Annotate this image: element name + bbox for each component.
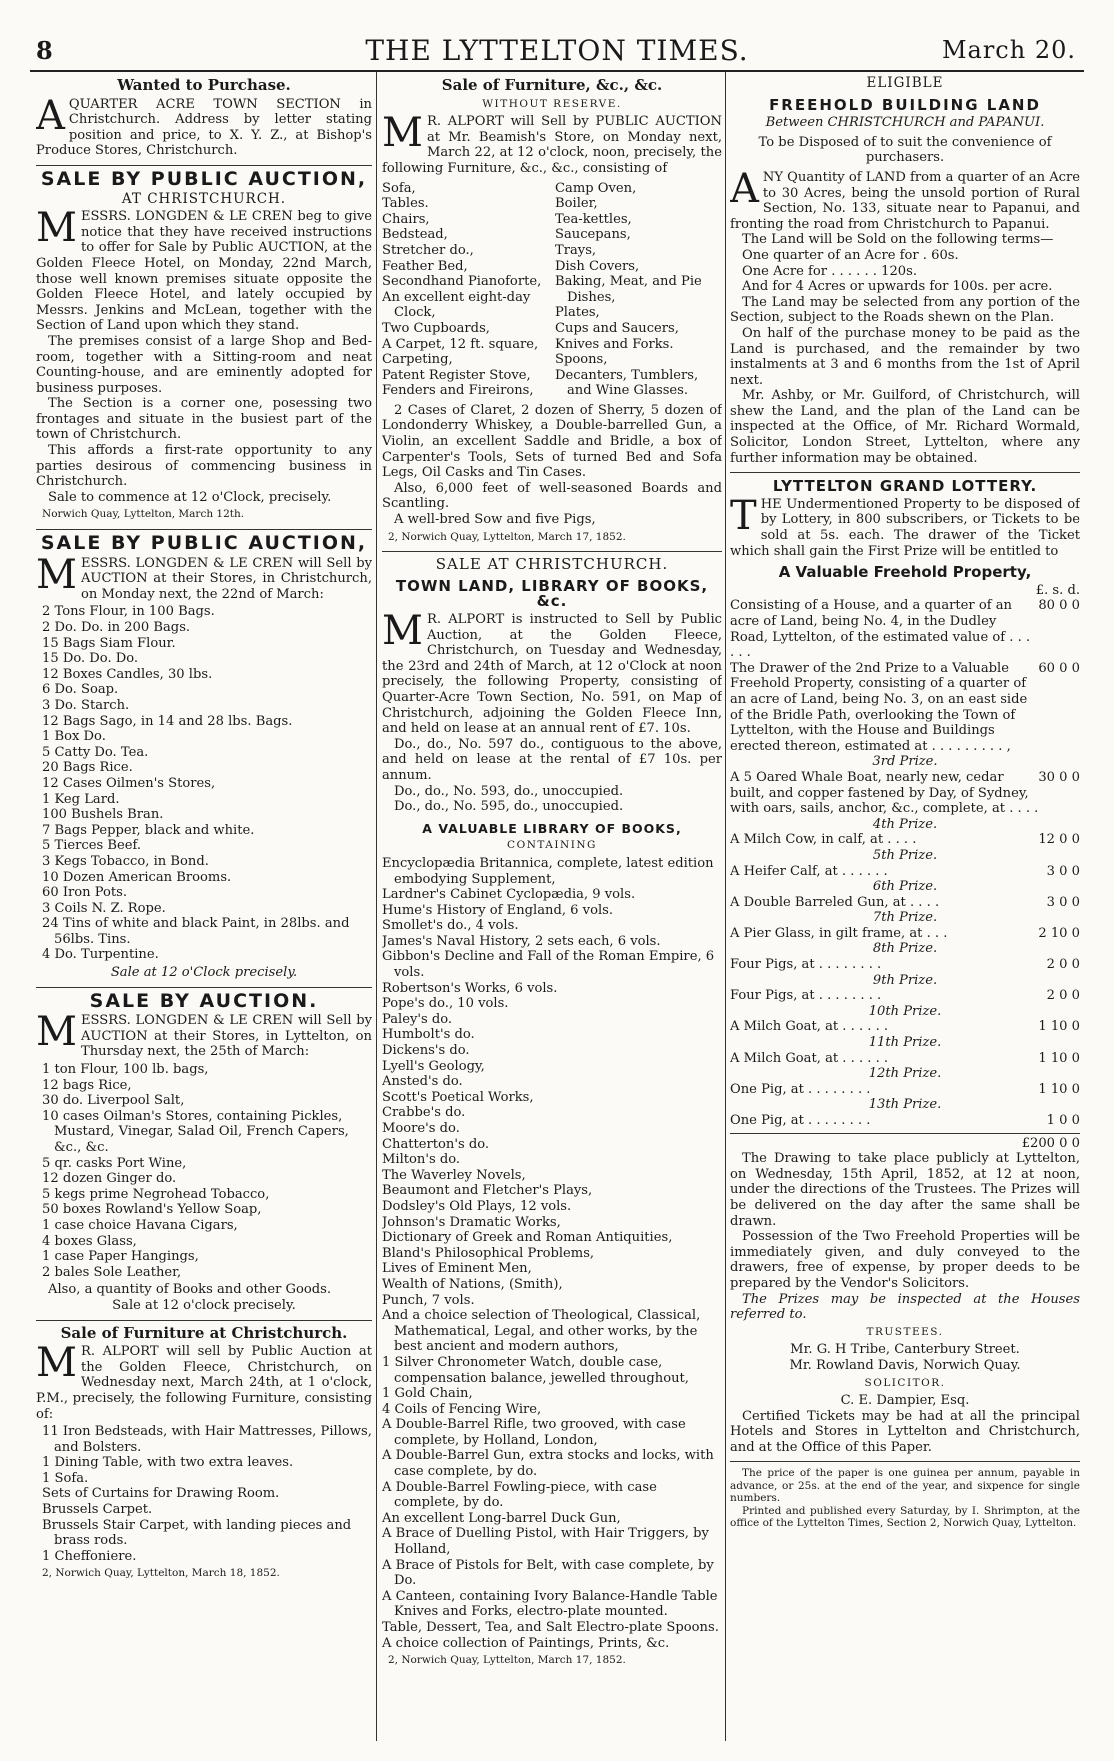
list-item: Pope's do., 10 vols.	[382, 996, 509, 1012]
list-item: A Brace of Duelling Pistol, with Hair Triggers, by Holland,	[382, 1526, 709, 1558]
list-item: Trays,	[555, 242, 597, 258]
drop-cap: A	[730, 165, 759, 212]
list-item: A Double-Barrel Fowling-piece, with case complete, by do.	[382, 1479, 657, 1511]
list-item: 2 bales Sole Leather,	[42, 1264, 182, 1280]
ad-signature: 2, Norwich Quay, Lyttelton, March 17, 1852.	[388, 530, 626, 543]
drop-cap: M	[382, 110, 423, 157]
prize-desc: A Milch Goat, at . . . . . .	[730, 1019, 889, 1035]
list-item: 4 Do. Turpentine.	[42, 947, 159, 963]
column-2	[382, 74, 722, 1745]
ad-intro: ESSRS. LONGDEN & LE CREN beg to give notice that they have received instructions to offer for Sale by Public AUCTION, at the Golden Fleece Hotel, on Monday, 22nd March, those well known premises situate opposite the Golden Fleece Hotel, and lately occupied by Messrs. Jenkins and McLean, together with the Section of Land upon which they stand.	[36, 209, 372, 334]
prize-title: 4th Prize.	[872, 816, 938, 832]
ad-intro: NY Quantity of LAND from a quarter of an Acre to 30 Acres, being the unsold portion of Rural Section, No. 133, situate near to Papanui, and fronting the road from Christchurch to Papanui.	[730, 169, 1080, 232]
furniture-list-left	[382, 181, 549, 399]
ad-heading: FREEHOLD BUILDING LAND	[769, 95, 1041, 114]
list-item: Encyclopædia Britannica, complete, latest edition embodying Supplement,	[382, 855, 714, 887]
prize-row	[730, 988, 1080, 1004]
list-item: Hume's History of England, 6 vols.	[382, 902, 614, 918]
ad-closing: Sale at 12 o'clock precisely.	[112, 1297, 296, 1313]
prize-block	[730, 817, 1080, 848]
solicitor-label: SOLICITOR.	[864, 1376, 946, 1389]
list-item: 60 Iron Pots.	[42, 885, 128, 901]
list-item: Beaumont and Fletcher's Plays,	[382, 1183, 593, 1199]
ad-signature: Norwich Quay, Lyttelton, March 12th.	[42, 508, 245, 521]
list-item: Sofa,	[382, 180, 416, 196]
prize-row	[730, 926, 1080, 942]
ad-heading: Sale of Furniture, &c., &c.	[441, 76, 663, 94]
ad-paragraph: Do., do., No. 597 do., contiguous to the above, and held on lease at the rental of £7 10s. per annum.	[382, 736, 722, 783]
list-item: 10 cases Oilman's Stores, containing Pickles, Mustard, Vinegar, Salad Oil, French Capers, &c., &c.	[42, 1108, 349, 1155]
list-item: 11 Iron Bedsteads, with Hair Mattresses, Pillows, and Bolsters.	[42, 1424, 372, 1455]
prize-title: 9th Prize.	[872, 972, 938, 988]
list-item: 1 Box Do.	[42, 729, 106, 745]
list-item: Lardner's Cabinet Cyclopædia, 9 vols.	[382, 887, 636, 903]
trustee: Mr. Rowland Davis, Norwich Quay.	[789, 1357, 1021, 1373]
term-line: One Acre for . . . . . . 120s.	[742, 263, 918, 279]
list-item: Stretcher do.,	[382, 242, 474, 258]
prize-title: 8th Prize.	[872, 941, 938, 957]
list-item: Feather Bed,	[382, 258, 468, 274]
ad-furniture-without-reserve	[382, 78, 722, 545]
ad-paragraph: Do., do., No. 593, do., unoccupied.	[394, 783, 624, 799]
furniture-lists	[382, 181, 722, 399]
list-item: 7 Bags Pepper, black and white.	[42, 822, 255, 838]
prize-row	[730, 1019, 1080, 1035]
list-item: 5 Catty Do. Tea.	[42, 744, 149, 760]
ad-heading: Wanted to Purchase.	[117, 76, 291, 94]
ad-intro: R. ALPORT will sell by Public Auction at the Golden Fleece, Christchurch, on Wednesday next, March 24th, at 1 o'clock, P.M., precisely, the following Furniture, consisting of:	[36, 1344, 372, 1422]
list-item: 100 Bushels Bran.	[42, 807, 164, 823]
list-item: Bland's Philosophical Problems,	[382, 1245, 595, 1261]
list-item: 5 Tierces Beef.	[42, 838, 142, 854]
prize-amount: 30 0 0	[1038, 769, 1080, 785]
goods-list	[42, 604, 372, 963]
list-item: Spoons,	[555, 352, 608, 368]
list-item: Knives and Forks.	[555, 336, 674, 352]
furniture-list-right	[555, 181, 722, 399]
prize-desc: A Milch Goat, at . . . . . .	[730, 1050, 889, 1066]
prize-row	[730, 1082, 1080, 1098]
masthead	[30, 26, 1084, 72]
list-item: 20 Bags Rice.	[42, 760, 133, 776]
drop-cap: A	[36, 92, 65, 139]
ad-heading: SALE BY PUBLIC AUCTION,	[40, 532, 368, 555]
list-item: Two Cupboards,	[382, 320, 490, 336]
ad-paragraph: Also, 6,000 feet of well-seasoned Boards and Scantling.	[382, 480, 722, 512]
prize-title: 13th Prize.	[868, 1097, 942, 1113]
prize-row	[730, 957, 1080, 973]
page-number: 8	[36, 36, 53, 65]
list-item: Boiler,	[555, 196, 598, 212]
list-item: Carpeting,	[382, 352, 453, 368]
ad-subheading: TOWN LAND, LIBRARY OF BOOKS, &c.	[395, 576, 709, 611]
list-item: Dictionary of Greek and Roman Antiquities,	[382, 1230, 673, 1246]
list-item: An excellent eight-day Clock,	[382, 289, 531, 321]
prize-title: 7th Prize.	[872, 910, 938, 926]
ad-paragraph: The Land may be selected from any portion of the Section, subject to the Roads shewn on the Plan.	[730, 294, 1080, 326]
ad-freehold-land	[730, 76, 1080, 466]
ad-wanted-to-purchase	[36, 78, 372, 159]
list-item: Humbolt's do.	[382, 1027, 475, 1043]
list-item: Brussels Stair Carpet, with landing pieces and brass rods.	[42, 1517, 352, 1549]
prize-block	[730, 973, 1080, 1004]
prize-block	[730, 1035, 1080, 1066]
list-item: Scott's Poetical Works,	[382, 1089, 534, 1105]
ad-intro: ESSRS. LONGDEN & LE CREN will Sell by AUCTION at their Stores, in Christchurch, on Monday next, the 22nd of March:	[80, 555, 372, 602]
prize-desc: Four Pigs, at . . . . . . . .	[730, 957, 882, 973]
drop-cap: T	[730, 492, 757, 539]
prize-row	[730, 1113, 1080, 1129]
list-item: The Waverley Novels,	[382, 1167, 526, 1183]
list-item: Tables.	[382, 196, 429, 212]
prize-desc: A Milch Cow, in calf, at . . . .	[730, 832, 917, 848]
prize-amount: 60 0 0	[1038, 660, 1080, 676]
list-item: Moore's do.	[382, 1121, 460, 1136]
list-item: 1 Gold Chain,	[382, 1386, 473, 1402]
prize-row	[730, 864, 1080, 880]
ad-heading: SALE BY AUCTION.	[89, 989, 319, 1012]
ad-paragraph: This affords a first-rate opportunity to any parties desirous of commencing business in Christchurch.	[36, 443, 372, 490]
list-item: 4 boxes Glass,	[42, 1233, 137, 1249]
currency-header: £. s. d.	[1035, 582, 1080, 598]
ad-eyebrow: ELIGIBLE	[866, 75, 944, 91]
column-3	[730, 74, 1080, 1745]
prize-amount: 3 0 0	[1046, 863, 1080, 879]
ad-subheading: Between CHRISTCHURCH and PAPANUI.	[765, 115, 1045, 131]
prize-amount: 12 0 0	[1038, 832, 1080, 848]
issue-date: March 20.	[941, 36, 1076, 64]
list-item: Decanters, Tumblers, and Wine Glasses.	[555, 367, 699, 399]
ad-grand-lottery	[730, 479, 1080, 1455]
list-item: 12 dozen Ginger do.	[42, 1171, 177, 1187]
list-item: Table, Dessert, Tea, and Salt Electro-plate Spoons.	[382, 1620, 719, 1635]
ad-intro: R. ALPORT will Sell by PUBLIC AUCTION at Mr. Beamish's Store, on Monday next, March 22, at 12 o'clock, noon, precisely, the following Furniture, &c., &c., consisting of	[382, 114, 722, 176]
ad-heading: SALE AT CHRISTCHURCH.	[435, 555, 669, 574]
prize-block	[730, 754, 1080, 816]
ad-intro: R. ALPORT is instructed to Sell by Public Auction, at the Golden Fleece, Christchurch, on Tuesday and Wednesday, the 23rd and 24th of March, at 12 o'Clock at noon precisely, the following Property, consisting of Quarter-Acre Town Section, No. 591, on Map of Christchurch, adjoining the Golden Fleece Inn, and held on lease at an annual rent of £7. 10s.	[382, 612, 722, 737]
list-item: A Double-Barrel Gun, extra stocks and locks, with case complete, by do.	[382, 1448, 714, 1480]
prize-total: £200 0 0	[730, 1133, 1080, 1152]
list-item: Cups and Saucers,	[555, 320, 679, 336]
list-item: 4 Coils of Fencing Wire,	[382, 1401, 542, 1417]
prize-desc: One Pig, at . . . . . . . .	[730, 1113, 871, 1128]
prize-title: 6th Prize.	[872, 879, 938, 895]
list-item: 15 Bags Siam Flour.	[42, 635, 176, 651]
ad-paragraph: The Drawing to take place publicly at Lyttelton, on Wednesday, 15th April, 1852, at 12 at noon, under the directions of the Trustees. The Prizes will be delivered on the day after the same shall be drawn.	[730, 1151, 1080, 1229]
library-subheading: CONTAINING	[507, 839, 597, 852]
prize-block	[730, 1097, 1080, 1128]
prize-title: 12th Prize.	[868, 1066, 942, 1082]
list-item: 50 boxes Rowland's Yellow Soap,	[42, 1202, 262, 1218]
ad-sale-public-auction-1	[36, 167, 372, 523]
list-item: Smollet's do., 4 vols.	[382, 918, 519, 934]
prize-amount: 1 10 0	[1038, 1050, 1080, 1066]
prize-desc: Consisting of a House, and a quarter of an acre of Land, being No. 4, in the Dudley Road, Lyttelton, of the estimated value of . . . . . .	[730, 598, 1031, 661]
ad-paragraph: Mr. Ashby, or Mr. Guilford, of Christchurch, will shew the Land, and the plan of the Land can be inspected at the Office, of Mr. Richard Wormald, Solicitor, London Street, Lyttelton, where any further information may be obtained.	[730, 388, 1080, 466]
trustee: Mr. G. H Tribe, Canterbury Street.	[790, 1342, 1020, 1358]
ad-town-land-library	[382, 557, 722, 1669]
prize-row	[730, 770, 1080, 817]
prize-block	[730, 848, 1080, 879]
drop-cap: M	[36, 1009, 77, 1056]
prize-block	[730, 879, 1080, 910]
first-prize-heading: A Valuable Freehold Property,	[778, 563, 1032, 582]
list-item: 2 Tons Flour, in 100 Bags.	[42, 604, 215, 620]
goods-list	[42, 1062, 372, 1280]
prize-block	[730, 941, 1080, 972]
trustees-label: TRUSTEES.	[866, 1325, 944, 1338]
goods-list	[42, 1424, 372, 1564]
prize-desc: A Double Barreled Gun, at . . . .	[730, 894, 940, 910]
prize-amount: 80 0 0	[1038, 598, 1080, 614]
prize-amount: 3 0 0	[1046, 894, 1080, 910]
ad-paragraph: Certified Tickets may be had at all the principal Hotels and Stores in Lyttelton and Christchurch, and at the Office of this Paper.	[730, 1408, 1080, 1455]
ad-paragraph: Do., do., No. 595, do., unoccupied.	[394, 799, 624, 815]
ad-heading: Sale of Furniture at Christchurch.	[60, 1323, 348, 1342]
list-item: A Double-Barrel Rifle, two grooved, with case complete, by Holland, London,	[382, 1417, 686, 1448]
prize-amount: 1 10 0	[1038, 1019, 1080, 1035]
list-item: Bedstead,	[382, 227, 448, 243]
prize-amount: 2 0 0	[1046, 957, 1080, 973]
ad-closing: Sale at 12 o'Clock precisely.	[110, 965, 298, 981]
drop-cap: M	[36, 1340, 77, 1387]
prize-block	[730, 1066, 1080, 1097]
list-item: Lyell's Geology,	[382, 1058, 485, 1074]
list-item: 1 Keg Lard.	[42, 791, 120, 807]
prize-row	[730, 661, 1080, 755]
list-item: Saucepans,	[555, 227, 631, 243]
list-item: 1 case choice Havana Cigars,	[42, 1217, 238, 1233]
list-item: And a choice selection of Theological, Classical, Mathematical, Legal, and other works, by the best ancient and modern authors,	[382, 1308, 701, 1355]
ad-furniture-christchurch	[36, 1323, 372, 1583]
list-item: Johnson's Dramatic Works,	[382, 1214, 561, 1230]
list-item: Camp Oven,	[555, 180, 637, 196]
list-item: An excellent Long-barrel Duck Gun,	[382, 1510, 621, 1526]
prize-block	[730, 1004, 1080, 1035]
list-item: Paley's do.	[382, 1011, 453, 1027]
price-notice: The price of the paper is one guinea per annum, payable in advance, or 25s. at the end of the year, and sixpence for single numbers.	[730, 1467, 1080, 1505]
column-1	[36, 74, 372, 1745]
list-item: Dish Covers,	[555, 258, 640, 274]
list-item: A Canteen, containing Ivory Balance-Handle Table Knives and Forks, electro-plate mounted.	[382, 1588, 718, 1620]
prize-desc: A 5 Oared Whale Boat, nearly new, cedar built, and copper fastened by Day, of Sydney, with oars, sails, anchor, &c., complete, at . . . .	[730, 769, 1039, 817]
ad-paragraph: The Land will be Sold on the following terms—	[742, 232, 1054, 248]
ad-paragraph: The Prizes may be inspected at the Houses referred to.	[730, 1291, 1080, 1323]
ad-intro: HE Undermentioned Property to be disposed of by Lottery, in 800 subscribers, or Tickets to be sold at 5s. each. The drawer of the Ticket which shall gain the First Prize will be entitled to	[730, 496, 1080, 559]
term-line: One quarter of an Acre for . 60s.	[742, 247, 959, 263]
prize-desc: One Pig, at . . . . . . . .	[730, 1081, 871, 1097]
list-item: Patent Register Stove,	[382, 367, 531, 383]
column-divider	[376, 72, 377, 1741]
ad-paragraph: The premises consist of a large Shop and Bed-room, together with a Sitting-room and neat Counting-house, and are eminently adopted for business purposes.	[36, 333, 372, 396]
list-item: Punch, 7 vols.	[382, 1292, 475, 1308]
list-item: A choice collection of Paintings, Prints, &c.	[382, 1635, 670, 1651]
prize-title: 11th Prize.	[868, 1035, 942, 1051]
library-heading: A VALUABLE LIBRARY OF BOOKS,	[422, 820, 682, 836]
ad-paragraph: Sale to commence at 12 o'Clock, precisely.	[48, 489, 332, 505]
prize-row	[730, 598, 1080, 660]
list-item: Wealth of Nations, (Smith),	[382, 1276, 563, 1292]
publication-footer	[730, 1467, 1080, 1530]
ad-paragraph: 2 Cases of Claret, 2 dozen of Sherry, 5 dozen of Londonderry Whiskey, a Double-barrelled Gun, a Violin, an excellent Saddle and Bridle, a box of Carpenter's Tools, Sets of turned Bed and Sofa Legs, Oil Casks and Tin Cases.	[382, 402, 722, 481]
list-item: Dickens's do.	[382, 1043, 470, 1059]
list-item: 1 Cheffoniere.	[42, 1548, 137, 1564]
list-item: James's Naval History, 2 sets each, 6 vols.	[382, 933, 661, 949]
printer-notice: Printed and published every Saturday, by I. Shrimpton, at the office of the Lyttelton Times, Section 2, Norwich Quay, Lyttelton.	[730, 1504, 1080, 1530]
list-item: 1 case Paper Hangings,	[42, 1249, 199, 1265]
list-item: Robertson's Works, 6 vols.	[382, 980, 558, 996]
list-item: 3 Do. Starch.	[42, 697, 130, 713]
list-item: 5 kegs prime Negrohead Tobacco,	[42, 1186, 270, 1202]
list-item: 2 Do. Do. in 200 Bags.	[42, 620, 191, 635]
list-item: 1 Dining Table, with two extra leaves.	[42, 1455, 294, 1471]
list-item: Brussels Carpet.	[42, 1502, 153, 1518]
list-item: Fenders and Fireirons,	[382, 383, 534, 399]
ad-subheading: AT CHRISTCHURCH.	[121, 190, 287, 207]
ad-notice: To be Disposed of to suit the convenience of purchasers.	[758, 134, 1052, 166]
list-item: 1 ton Flour, 100 lb. bags,	[42, 1062, 209, 1078]
prize-amount: 1 10 0	[1038, 1081, 1080, 1097]
list-item: 12 Boxes Candles, 30 lbs.	[42, 666, 213, 682]
column-divider	[725, 72, 726, 1741]
list-item: Dodsley's Old Plays, 12 vols.	[382, 1198, 572, 1214]
list-item: 3 Coils N. Z. Rope.	[42, 900, 166, 916]
prize-row	[730, 895, 1080, 911]
prize-amount: 2 10 0	[1038, 925, 1080, 941]
list-item: Sets of Curtains for Drawing Room.	[42, 1486, 280, 1502]
books-list	[382, 856, 722, 1651]
ad-signature: 2, Norwich Quay, Lyttelton, March 18, 1852.	[42, 1567, 280, 1580]
prize-desc: A Pier Glass, in gilt frame, at . . .	[730, 925, 948, 941]
list-item: Ansted's do.	[382, 1074, 463, 1090]
ad-heading: SALE BY PUBLIC AUCTION,	[40, 167, 368, 190]
list-item: A Brace of Pistols for Belt, with case complete, by Do.	[382, 1557, 714, 1589]
solicitor: C. E. Dampier, Esq.	[840, 1393, 970, 1409]
prize-amount: 2 0 0	[1046, 988, 1080, 1004]
prize-title: 3rd Prize.	[872, 754, 938, 770]
list-item: Plates,	[555, 305, 600, 321]
list-item: Chatterton's do.	[382, 1136, 490, 1152]
ad-signature: 2, Norwich Quay, Lyttelton, March 17, 1852.	[388, 1654, 626, 1667]
list-item: 24 Tins of white and black Paint, in 28lbs. and 56lbs. Tins.	[42, 916, 350, 947]
prize-desc: The Drawer of the 2nd Prize to a Valuable Freehold Property, consisting of a quarter of an acre of Land, being No. 3, on an east side of the Bridle Path, overlooking the Town of Lyttelton, with the House and Buildings erected thereon, estimated at . . . . . . . . . ,	[730, 660, 1028, 754]
prize-title: 10th Prize.	[868, 1003, 942, 1019]
ad-text: QUARTER ACRE TOWN SECTION in Christchurch. Address by letter stating position and price, to X. Y. Z., at Bishop's Produce Stores, Christchurch.	[36, 96, 372, 159]
prize-row	[730, 832, 1080, 848]
drop-cap: M	[36, 205, 77, 252]
list-item: Chairs,	[382, 211, 430, 227]
prize-desc: Four Pigs, at . . . . . . . .	[730, 988, 882, 1004]
list-item: 30 do. Liverpool Salt,	[42, 1093, 185, 1109]
ad-paragraph: The Section is a corner one, posessing two frontages and situate in the busiest part of the town of Christchurch.	[36, 396, 372, 443]
list-item: 12 Cases Oilmen's Stores,	[42, 775, 216, 791]
list-item: Gibbon's Decline and Fall of the Roman Empire, 6 vols.	[382, 949, 715, 981]
list-item: Tea-kettles,	[555, 211, 632, 227]
ad-paragraph: Possession of the Two Freehold Properties will be immediately given, and duly conveyed to the drawers, free of expense, by proper deeds to be prepared by the Vendor's Solicitors.	[730, 1229, 1080, 1291]
drop-cap: M	[382, 608, 423, 654]
list-item: 5 qr. casks Port Wine,	[42, 1155, 187, 1171]
list-item: A Carpet, 12 ft. square,	[382, 336, 539, 352]
prize-amount: 1 0 0	[1046, 1113, 1080, 1128]
list-item: Milton's do.	[382, 1152, 461, 1168]
list-item: 12 Bags Sago, in 14 and 28 lbs. Bags.	[42, 713, 293, 729]
ad-paragraph: On half of the purchase money to be paid as the Land is purchased, and the remainder by two instalments at 3 and 6 months from the 1st of April next.	[730, 325, 1080, 388]
list-item: Baking, Meat, and Pie Dishes,	[555, 274, 702, 305]
ad-paragraph: Also, a quantity of Books and other Goods.	[48, 1282, 331, 1298]
list-item: 1 Sofa.	[42, 1470, 89, 1486]
term-line: And for 4 Acres or upwards for 100s. per acre.	[742, 279, 1053, 295]
prize-block	[730, 910, 1080, 941]
ad-intro: ESSRS. LONGDEN & LE CREN will Sell by AUCTION at their Stores, in Lyttelton, on Thursday next, the 25th of March:	[80, 1013, 372, 1060]
prize-row	[730, 1051, 1080, 1067]
prize-title: 5th Prize.	[872, 847, 938, 863]
prize-desc: A Heifer Calf, at . . . . . .	[730, 863, 888, 879]
list-item: 10 Dozen American Brooms.	[42, 869, 232, 885]
list-item: Lives of Eminent Men,	[382, 1261, 532, 1277]
list-item: 12 bags Rice,	[42, 1077, 132, 1093]
list-item: 6 Do. Soap.	[42, 682, 119, 698]
ad-heading: LYTTELTON GRAND LOTTERY.	[772, 477, 1038, 496]
drop-cap: M	[36, 551, 77, 598]
ad-sale-public-auction-2	[36, 532, 372, 981]
list-item: 3 Kegs Tobacco, in Bond.	[42, 853, 209, 869]
ad-sale-by-auction	[36, 989, 372, 1314]
list-item: 1 Silver Chronometer Watch, double case, compensation balance, jewelled throughout,	[382, 1354, 689, 1386]
ad-subheading: WITHOUT RESERVE.	[482, 97, 622, 110]
list-item: 15 Do. Do. Do.	[42, 651, 139, 667]
newspaper-title: THE LYTTELTON TIMES.	[365, 34, 749, 67]
ad-paragraph: A well-bred Sow and five Pigs,	[394, 512, 596, 528]
list-item: Crabbe's do.	[382, 1105, 466, 1121]
list-item: Secondhand Pianoforte,	[382, 274, 542, 290]
